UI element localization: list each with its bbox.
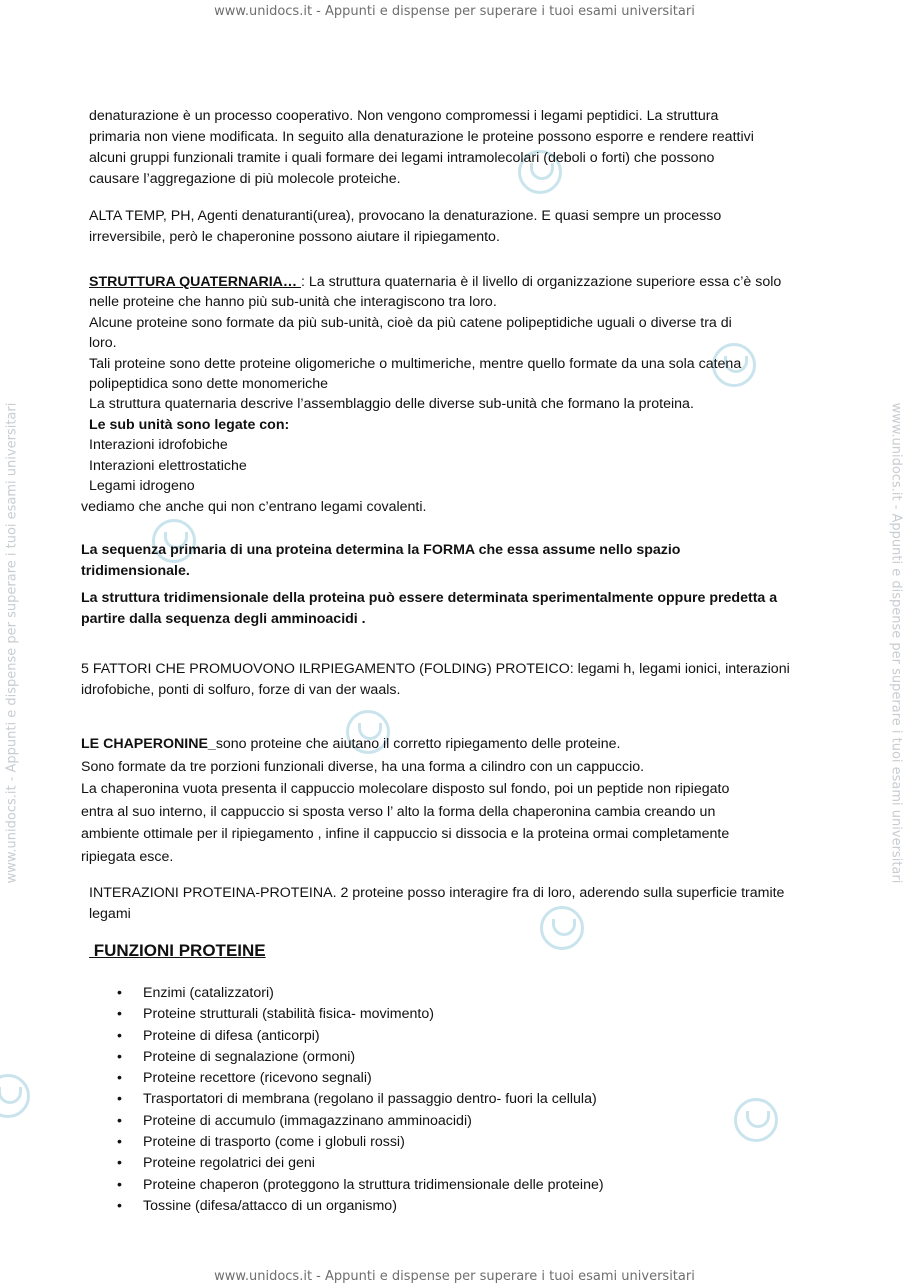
list-item: • Proteine chaperon (proteggono la struttura tridimensionale delle proteine) [143,1175,604,1196]
text-line: idrofobiche, ponti di solfuro, forze di van der waals. [81,682,401,698]
text-line: loro. [89,335,117,352]
denaturazione-cause-paragraph [89,206,721,248]
sequenza-paragraph [81,540,680,582]
list-item: • Proteine di accumulo (immagazzinano amminoacidi) [143,1111,604,1132]
text-line: entra al suo interno, il cappuccio si sposta verso l’ alto la forma della chaperonina cambia creando un [81,803,716,820]
list-item: • Proteine di segnalazione (ormoni) [143,1047,604,1068]
list-item: • Enzimi (catalizzatori) [143,983,604,1004]
list-item: • Tossine (difesa/attacco di un organismo) [143,1196,604,1217]
text-line: tridimensionale. [81,563,190,579]
list-item: • Proteine di difesa (anticorpi) [143,1026,604,1047]
text-line: La struttura quaternaria descrive l’assemblaggio delle diverse sub-unità che formano la proteina. [89,396,694,413]
bonds-heading: Le sub unità sono legate con: [89,416,290,433]
text-line: Alcune proteine sono formate da più sub-unità, cioè da più catene polipeptidiche uguali o diverse tra di [89,314,732,331]
text-line: legami [89,906,131,922]
denaturazione-paragraph [89,106,754,190]
fattori-paragraph [81,659,790,701]
text-line: La sequenza primaria di una proteina determina la FORMA che essa assume nello spazio [81,542,681,558]
struttura-3d-paragraph [81,588,777,630]
text-line: nelle proteine che hanno più sub-unità che interagiscono tra loro. [89,294,497,311]
interazioni-paragraph [89,883,784,925]
list-item: • Trasportatori di membrana (regolano il passaggio dentro- fuori la cellula) [143,1089,604,1110]
quaternaria-closing [81,497,426,518]
text-line: denaturazione è un processo cooperativo. Non vengono compromessi i legami peptidici. La struttura [89,108,719,124]
list-item: • Proteine regolatrici dei geni [143,1153,604,1174]
text-line: ALTA TEMP, PH, Agenti denaturanti(urea), provocano la denaturazione. E quasi sempre un processo [89,208,722,224]
list-item: • Proteine di trasporto (come i globuli rossi) [143,1132,604,1153]
bond-item: Interazioni elettrostatiche [89,457,247,474]
funzioni-heading: FUNZIONI PROTEINE [89,941,266,960]
text-line: primaria non viene modificata. In seguito alla denaturazione le proteine possono esporre e rendere reattivi [89,129,754,145]
text-line: causare l’aggregazione di più molecole proteiche. [89,171,401,187]
bond-item: Legami idrogeno [89,478,195,495]
text-line: INTERAZIONI PROTEINA-PROTEINA. 2 proteine posso interagire fra di loro, aderendo sulla superficie tramite [89,885,785,901]
text-line: partire dalla sequenza degli amminoacidi . [81,611,366,627]
text-line: Sono formate da tre porzioni funzionali diverse, ha una forma a cilindro con un cappuccio. [81,758,645,775]
text-line: : La struttura quaternaria è il livello di organizzazione superiore essa c’è solo [301,274,782,290]
list-item: • Proteine recettore (ricevono segnali) [143,1068,604,1089]
unidocs-logo-icon [0,1074,30,1118]
chaperonine-section [81,733,729,868]
quaternaria-title: STRUTTURA QUATERNARIA… [89,274,302,290]
chaperonine-title: LE CHAPERONINE_ [81,736,216,752]
text-line: ambiente ottimale per il ripiegamento , infine il cappuccio si dissocia e la proteina ormai completamente [81,826,730,842]
text-line: polipeptidica sono dette monomeriche [89,376,328,393]
quaternaria-section [89,272,781,496]
text-line: sono proteine che aiutano il corretto ripiegamento delle proteine. [215,736,621,752]
funzioni-list [143,983,604,1217]
text-line: La struttura tridimensionale della proteina può essere determinata sperimentalmente oppure predetta a [81,590,778,606]
unidocs-logo-icon [734,1098,778,1142]
list-item: • Proteine strutturali (stabilità fisica- movimento) [143,1004,604,1025]
text-line: Tali proteine sono dette proteine oligomeriche o multimeriche, mentre quello formate da una sola catena [89,355,742,372]
watermark-bottom: www.unidocs.it - Appunti e dispense per superare i tuoi esami universitari [214,1269,695,1284]
text-line: La chaperonina vuota presenta il cappuccio molecolare disposto sul fondo, poi un peptide non ripiegato [81,781,730,797]
bond-item: Interazioni idrofobiche [89,437,228,454]
text-line: ripiegata esce. [81,848,174,865]
text-line: irreversibile, però le chaperonine possono aiutare il ripiegamento. [89,229,500,245]
text-line: vediamo che anche qui non c’entrano legami covalenti. [81,499,427,515]
watermark-top: www.unidocs.it - Appunti e dispense per superare i tuoi esami universitari [214,4,695,19]
text-line: 5 FATTORI CHE PROMUOVONO ILRPIEGAMENTO (FOLDING) PROTEICO: legami h, legami ionici, interazioni [81,661,790,677]
text-line: alcuni gruppi funzionali tramite i quali formare dei legami intramolecolari (deboli o forti) che possono [89,150,715,166]
